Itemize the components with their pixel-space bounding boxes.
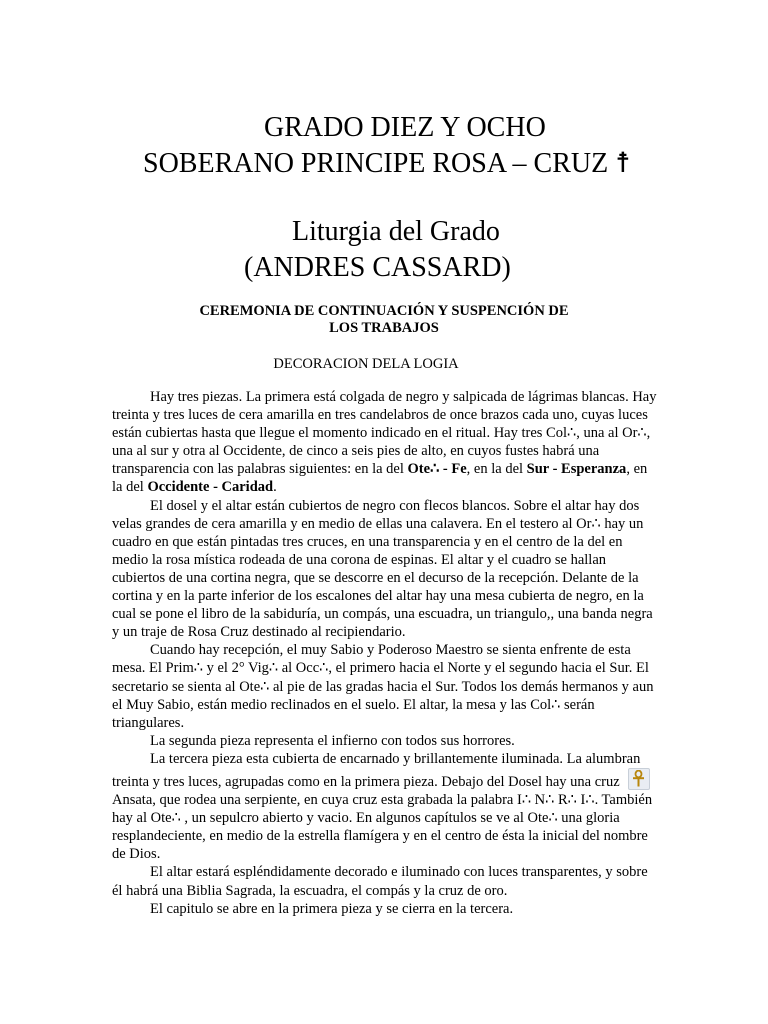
paragraph-4: La segunda pieza representa el infierno con todos sus horrores. <box>150 732 515 749</box>
ceremony-heading-line-2: LOS TRABAJOS <box>329 320 439 336</box>
p1-text-a: Hay tres piezas. La primera está colgada de negro y salpicada de lágrimas blancas. Hay treinta y tres luces de cera amarilla en tres candelabros de once brazos cada uno, cuyas luces están cubiertas hasta que llegue el momento indicado en el ritual. Hay tres Col∴, una al Or∴, una al sur y otra al Occidente, de cinco a seis pies de alto, en cuyos fustes habrá una transparencia con las palabras siguientes: en la del <box>112 389 657 478</box>
p1-bold-caridad: Occidente - Caridad <box>147 479 274 496</box>
paragraph-3: Cuando hay recepción, el muy Sabio y Poderoso Maestro se sienta enfrente de esta mesa. El Prim∴ y el 2° Vig∴ al Occ∴, el primero hacia el Norte y el segundo hacia el Sur. El secretario se sienta al Ote∴ al pie de las gradas hacia el Sur. Todos los demás hermanos y aun el Muy Sabio, están medio reclinados en el suelo. El altar, la mesa y las Col∴ serán triangulares. <box>112 642 654 731</box>
p5-text-a: La tercera pieza esta cubierta de encarnado y brillantemente iluminada. La alumbran treinta y tres luces, agrupadas como en la primera pieza. Debajo del Dosel hay una cruz <box>112 750 641 790</box>
title-line-2: SOBERANO PRINCIPE ROSA – CRUZ ☨ <box>143 148 631 179</box>
p5-text-b: Ansata, que rodea una serpiente, en cuya cruz esta grabada la palabra I∴ N∴ R∴ I∴. También hay al Ote∴ , un sepulcro abierto y vacio. En algunos capítulos se ve al Ote∴ una gloria resplandeciente, en medio de la estrella flamígera y en el centro de ésta la inicial del nombre de Dios. <box>112 792 653 863</box>
paragraph-6: El altar estará espléndidamente decorado e iluminado con luces transparentes, y sobre él habrá una Biblia Sagrada, la escuadra, el compás y la cruz de oro. <box>112 864 648 899</box>
decoration-heading: DECORACION DELA LOGIA <box>273 356 459 372</box>
p1-text-c: , en la del <box>466 461 527 478</box>
paragraph-1 <box>112 388 660 497</box>
subtitle-liturgia: Liturgia del Grado <box>292 216 500 247</box>
paragraph-7: El capitulo se abre en la primera pieza y se cierra en la tercera. <box>150 900 514 917</box>
ceremony-heading-line-1: CEREMONIA DE CONTINUACIÓN Y SUSPENCIÓN DE <box>199 303 569 319</box>
paragraph-5 <box>112 750 660 864</box>
p1-bold-fe: Ote∴ - Fe <box>407 461 467 478</box>
p1-text-e: . <box>273 479 277 496</box>
p1-bold-esperanza: Sur - Esperanza <box>526 461 627 478</box>
ankh-cross-icon <box>628 768 650 790</box>
p1-text-d: , en la del <box>112 461 648 496</box>
subtitle-author: (ANDRES CASSARD) <box>244 252 511 283</box>
liturgy-body <box>112 388 660 918</box>
paragraph-2: El dosel y el altar están cubiertos de negro con flecos blancos. Sobre el altar hay dos velas grandes de cera amarilla y en medio de ellas una calavera. En el testero al Or∴ hay un cuadro en que están pintadas tres cruces, en una transparencia y en el centro de la del en medio la rosa mística rodeada de una corona de espinas. El altar y el cuadro se hallan cubiertos de una cortina negra, que se descorre en el decurso de la recepción. Delante de la cortina y en la parte inferior de los escalones del altar hay una mesa cubierta de negro, en la cual se pone el libro de la sabiduría, un compás, una escuadra, un triangulo,, una banda negra y un traje de Rosa Cruz destinado al recipiendario. <box>112 497 653 641</box>
title-line-1: GRADO DIEZ Y OCHO <box>264 112 546 143</box>
